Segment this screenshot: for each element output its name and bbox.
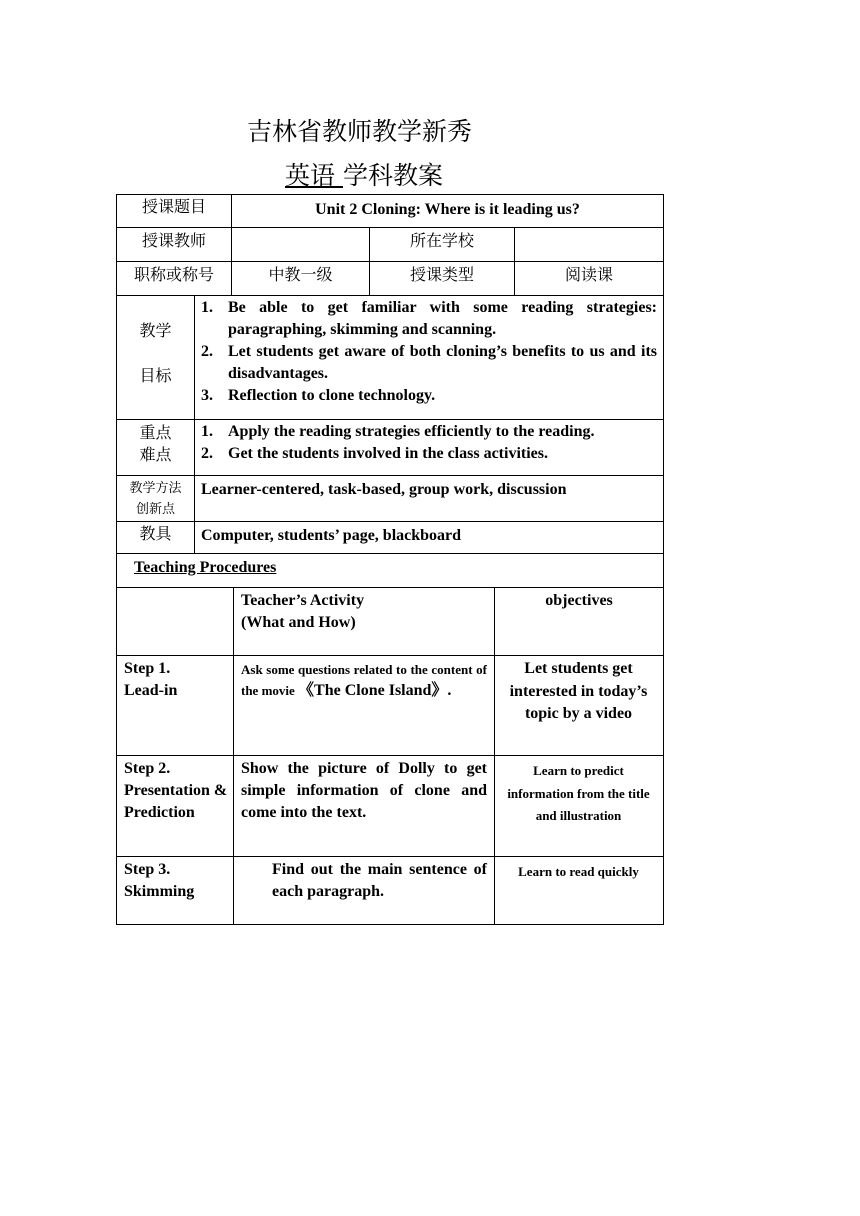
goal-item: 3. Reflection to clone technology.	[201, 387, 436, 404]
tools-value: Computer, students’ page, blackboard	[201, 527, 462, 544]
document-subtitle	[285, 156, 443, 192]
key-point-item: 1. Apply the reading strategies efficiently to the reading.	[201, 423, 595, 440]
step-1-objective: Let students get interested in today’s topic by a video	[509, 660, 648, 722]
step-3-objective: Learn to read quickly	[518, 864, 639, 879]
step-2-label: Step 2. Presentation & Prediction	[124, 760, 228, 821]
subject-name: 英语	[285, 161, 343, 190]
objectives-header: objectives	[545, 592, 613, 609]
key-point-item: 2. Get the students involved in the class activities.	[201, 445, 548, 462]
school-label: 所在学校	[409, 231, 474, 250]
method-label-top: 教学方法	[129, 481, 182, 496]
method-label-bottom: 创新点	[135, 502, 175, 517]
step-3-activity: Find out the main sentence of each paragraph.	[272, 861, 487, 900]
key-label-top: 重点	[139, 423, 172, 442]
type-value: 阅读课	[564, 265, 613, 284]
goal-item: 2. Let students get aware of both cloning’s benefits to us and its disadvantages.	[201, 343, 657, 382]
subtitle-rest: 学科教案	[342, 161, 443, 190]
procedures-heading: Teaching Procedures	[134, 559, 277, 576]
tools-label: 教具	[139, 524, 172, 543]
activity-header: Teacher’s Activity (What and How)	[241, 592, 365, 631]
title-label: 职称或称号	[133, 265, 214, 284]
step-2-activity: Show the picture of Dolly to get simple information of clone and come into the text.	[241, 760, 487, 821]
topic-value: Unit 2 Cloning: Where is it leading us?	[315, 201, 580, 218]
teacher-label: 授课教师	[141, 231, 206, 250]
document-title: 吉林省教师教学新秀	[247, 117, 473, 146]
title-value: 中教一级	[268, 265, 333, 284]
goals-label-bottom: 目标	[139, 366, 172, 385]
key-label-bottom: 难点	[139, 445, 172, 464]
topic-label: 授课题目	[141, 197, 206, 216]
goal-item: 1. Be able to get familiar with some reading strategies: paragraphing, skimming and scanning.	[201, 299, 657, 338]
key-points-list	[201, 421, 657, 465]
goals-list	[201, 297, 657, 407]
step-3-label: Step 3. Skimming	[124, 861, 195, 900]
step-1-label: Step 1. Lead-in	[124, 660, 178, 699]
type-label: 授课类型	[409, 265, 474, 284]
step-1-activity: Ask some questions related to the content of the movie 《The Clone Island》.	[241, 662, 487, 699]
goals-label-top: 教学	[139, 321, 172, 340]
step-2-objective: Learn to predict information from the title and illustration	[507, 763, 650, 823]
method-value: Learner-centered, task-based, group work, discussion	[201, 481, 567, 498]
